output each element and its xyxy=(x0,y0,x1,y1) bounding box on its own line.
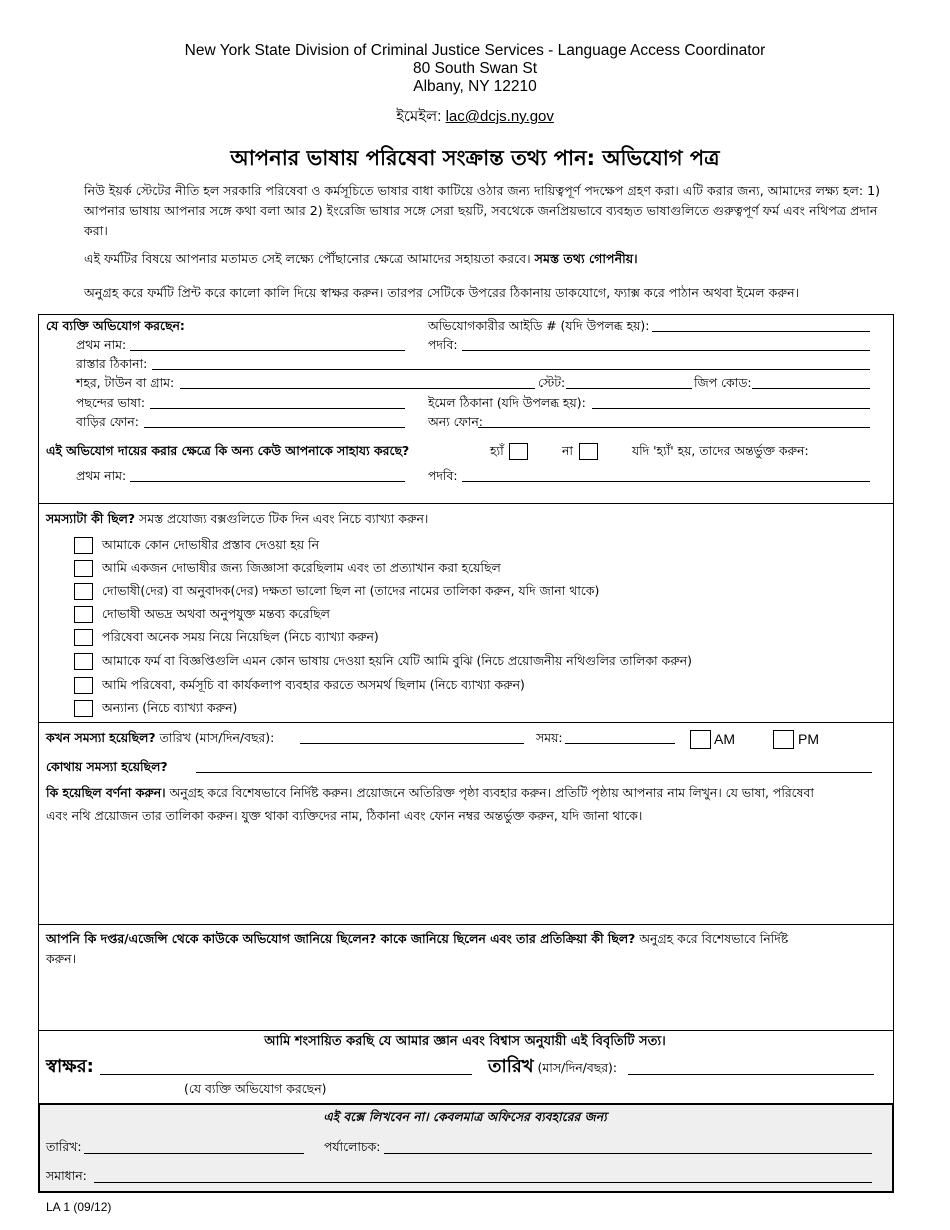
state-label: স্টেট: xyxy=(538,375,566,390)
problem-heading-instructions: সমস্ত প্রযোজ্য বক্সগুলিতে টিক দিন এবং নিচে ব্যাখ্যা করুন। xyxy=(135,511,429,526)
problem-option-label: দোভাষী অভদ্র অথবা অনুপযুক্ত মন্তব্য করেছিল xyxy=(102,606,330,621)
intro-p2-text: এই ফর্মটির বিষয়ে আপনার মতামত সেই লক্ষ্যে পৌঁছানোর ক্ষেত্রে আমাদের সহায়তা করবে। xyxy=(84,251,535,266)
other-phone-field[interactable] xyxy=(478,427,870,428)
problem-option-label: দোভাষী(দের) বা অনুবাদক(দের) দক্ষতা ভালো ছিল না (তাদের নামের তালিকা করুন, যদি জানা থাকে) xyxy=(102,583,600,598)
complainant-id-label: অভিযোগকারীর আইডি # (যদি উপলব্ধ হয়): xyxy=(428,318,650,333)
resolution-label: সমাধান: xyxy=(46,1168,87,1183)
describe-instructions-2: এবং নথি প্রয়োজন তার তালিকা করুন। যুক্ত থাকা ব্যক্তিদের নাম, ঠিকানা এবং ফোন নম্বর অন্তর্ভুক্ত করুন, যদি জানা থাকে। xyxy=(46,808,643,823)
email-address-field[interactable] xyxy=(592,408,870,409)
city-label: শহর, টাউন বা গ্রাম: xyxy=(76,375,175,390)
city-address: Albany, NY 12210 xyxy=(413,78,537,95)
time-label: সময়: xyxy=(536,730,563,745)
home-phone-field[interactable] xyxy=(144,427,405,428)
problem-checkbox[interactable] xyxy=(74,653,93,670)
where-field[interactable] xyxy=(196,772,872,773)
office-date-label: তারিখ: xyxy=(46,1139,82,1154)
problem-option-label: পরিষেবা অনেক সময় নিয়ে নিয়েছিল (নিচে ব্যাখ্যা করুন) xyxy=(102,629,379,644)
office-use-heading: এই বক্সে লিখবেন না। কেবলমাত্র অফিসের ব্যবহারের জন্য xyxy=(323,1109,607,1124)
state-field[interactable] xyxy=(566,388,692,389)
zip-field[interactable] xyxy=(752,388,870,389)
signature-date-format: (মাস/দিন/বছর): xyxy=(533,1060,618,1075)
certification-statement: আমি শংসায়িত করছি যে আমার জ্ঞান এবং বিশ্বাস অনুযায়ী এই বিবৃতিটি সত্য। xyxy=(264,1034,666,1049)
agency-question-instructions-2: করুন। xyxy=(46,951,77,966)
helper-first-name-label: প্রথম নাম: xyxy=(76,468,127,483)
problem-checkbox[interactable] xyxy=(74,677,93,694)
incident-time-field[interactable] xyxy=(565,743,675,744)
problem-option-label: আমাকে ফর্ম বা বিজ্ঞপ্তিগুলি এমন কোন ভাষায় দেওয়া হয়নি যেটি আমি বুঝি (নিচে প্রয়োজনীয় নথিগুলির তালিকা করুন) xyxy=(102,653,692,668)
last-name-label: পদবি: xyxy=(428,337,458,352)
reviewer-field[interactable] xyxy=(384,1153,872,1154)
email-line xyxy=(0,108,950,126)
problem-heading-bold: সমস্যাটা কী ছিল? xyxy=(46,511,136,526)
signature-sublabel: (যে ব্যক্তি অভিযোগ করছেন) xyxy=(184,1081,327,1096)
helper-first-name-field[interactable] xyxy=(130,481,405,482)
help-no-checkbox[interactable] xyxy=(579,443,598,460)
home-phone-label: বাড়ির ফোন: xyxy=(76,414,139,429)
intro-paragraph-2 xyxy=(84,249,884,269)
email-address-label: ইমেল ঠিকানা (যদি উপলব্ধ হয়): xyxy=(428,395,586,410)
agency-question xyxy=(46,929,881,969)
zip-label: জিপ কোড: xyxy=(694,375,752,390)
problem-option-label: আমি পরিষেবা, কর্মসূচি বা কার্যকলাপ ব্যবহার করতে অসমর্থ ছিলাম (নিচে ব্যাখ্যা করুন) xyxy=(102,677,525,692)
problem-heading xyxy=(46,511,428,527)
street-address: 80 South Swan St xyxy=(412,60,538,77)
intro-paragraph-1: নিউ ইয়র্ক স্টেটের নীতি হল সরকারি পরিষেবা ও কর্মসূচিতে ভাষার বাধা কাটিয়ে ওঠার জন্য দায়িত্বপূর্ণ পদক্ষেপ গ্রহণ করা। এটি করার জন্য, আমাদের লক্ষ্য হল: 1) আপনার ভাষায় আপনার সঙ্গে কথা বলা আর 2) ইংরেজি ভাষার সঙ্গে সেরা ছয়টি, সবথেকে জনপ্রিয়ভাবে ব্যবহৃত ভাষাগুলিতে গুরুত্বপূর্ণ ফর্ম এবং নথিপত্র প্রদান করা। xyxy=(84,183,881,238)
if-yes-label: যদি 'হ্যাঁ' হয়, তাদের অন্তর্ভুক্ত করুন: xyxy=(632,443,809,458)
describe-line-1 xyxy=(46,785,814,801)
complainant-heading: যে ব্যক্তি অভিযোগ করছেন: xyxy=(46,318,185,333)
help-question: এই অভিযোগ দায়ের করার ক্ষেত্রে কি অন্য কেউ আপনাকে সাহায্য করছে? xyxy=(46,443,410,458)
where-label: কোথায় সমস্যা হয়েছিল? xyxy=(46,759,168,774)
helper-last-name-label: পদবি: xyxy=(428,468,458,483)
last-name-field[interactable] xyxy=(462,350,870,351)
street-field[interactable] xyxy=(152,369,870,370)
pm-label: PM xyxy=(798,731,819,747)
city-field[interactable] xyxy=(180,388,535,389)
when-heading-bold: কখন সমস্যা হয়েছিল? xyxy=(46,730,156,745)
problem-checkbox[interactable] xyxy=(74,560,93,577)
helper-last-name-field[interactable] xyxy=(462,481,870,482)
language-label: পছন্দের ভাষা: xyxy=(76,395,146,410)
problem-checkbox[interactable] xyxy=(74,700,93,717)
problem-option-label: অন্যান্য (নিচে ব্যাখ্যা করুন) xyxy=(102,700,238,715)
problem-checkbox[interactable] xyxy=(74,537,93,554)
email-link[interactable]: lac@dcjs.ny.gov xyxy=(445,108,554,125)
am-label: AM xyxy=(714,731,735,747)
problem-option-label: আমি একজন দোভাষীর জন্য জিজ্ঞাসা করেছিলাম এবং তা প্রত্যাখান করা হয়েছিল xyxy=(102,560,501,575)
email-label: ইমেইল: xyxy=(396,108,446,125)
signature-date-field[interactable] xyxy=(628,1074,874,1075)
help-yes-checkbox[interactable] xyxy=(509,443,528,460)
problem-option-label: আমাকে কোন দোভাষীর প্রস্তাব দেওয়া হয় নি xyxy=(102,537,319,552)
agency-name: New York State Division of Criminal Justice Services - Language Access Coordinator xyxy=(184,42,766,59)
describe-instructions-1: অনুগ্রহ করে বিশেষভাবে নির্দিষ্ট করুন। প্রয়োজনে অতিরিক্ত পৃষ্ঠা ব্যবহার করুন। প্রতিটি পৃষ্ঠায় আপনার নাম লিখুন। যে ভাষা, পরিষেবা xyxy=(165,785,814,800)
signature-date-heading xyxy=(488,1056,617,1079)
street-label: রাস্তার ঠিকানা: xyxy=(76,356,148,371)
first-name-label: প্রথম নাম: xyxy=(76,337,127,352)
signature-label: স্বাক্ষর: xyxy=(46,1056,94,1077)
complainant-id-field[interactable] xyxy=(652,331,870,332)
resolution-field[interactable] xyxy=(94,1182,872,1183)
when-heading xyxy=(46,730,274,746)
problem-checkbox[interactable] xyxy=(74,583,93,600)
pm-checkbox[interactable] xyxy=(773,730,794,749)
reviewer-label: পর্যালোচক: xyxy=(324,1139,381,1154)
confidential-note: সমস্ত তথ্য গোপনীয়। xyxy=(534,251,638,266)
language-field[interactable] xyxy=(150,408,405,409)
am-checkbox[interactable] xyxy=(690,730,711,749)
agency-question-instructions-1: অনুগ্রহ করে বিশেষভাবে নির্দিষ্ট xyxy=(635,931,789,946)
signature-field[interactable] xyxy=(100,1074,472,1075)
agency-question-bold: আপনি কি দপ্তর/এজেন্সি থেকে কাউকে অভিযোগ জানিয়ে ছিলেন? কাকে জানিয়ে ছিলেন এবং তার প্রতিক্রিয়া কী ছিল? xyxy=(46,931,636,946)
when-date-label: তারিখ (মাস/দিন/বছর): xyxy=(155,730,275,745)
describe-heading: কি হয়েছিল বর্ণনা করুন। xyxy=(46,785,166,800)
form-title: আপনার ভাষায় পরিষেবা সংক্রান্ত তথ্য পান: অভিযোগ পত্র xyxy=(230,146,720,170)
problem-checkbox[interactable] xyxy=(74,629,93,646)
problem-checkbox[interactable] xyxy=(74,606,93,623)
describe-text-area[interactable] xyxy=(46,830,886,918)
signature-date-bold: তারিখ xyxy=(488,1056,534,1077)
other-phone-label: অন্য ফোন: xyxy=(428,414,483,429)
no-label: না xyxy=(562,443,573,458)
incident-date-field[interactable] xyxy=(300,743,524,744)
yes-label: হ্যাঁ xyxy=(490,443,504,458)
office-date-field[interactable] xyxy=(84,1153,304,1154)
first-name-field[interactable] xyxy=(130,350,405,351)
agency-response-area[interactable] xyxy=(46,972,886,1026)
form-number: LA 1 (09/12) xyxy=(46,1200,112,1214)
intro-paragraph-3: অনুগ্রহ করে ফর্মটি প্রিন্ট করে কালো কালি দিয়ে স্বাক্ষর করুন। তারপর সেটিকে উপরের ঠিকানায় ডাকযোগে, ফ্যাক্স করে পাঠান অথবা ইমেল করুন। xyxy=(84,285,800,300)
